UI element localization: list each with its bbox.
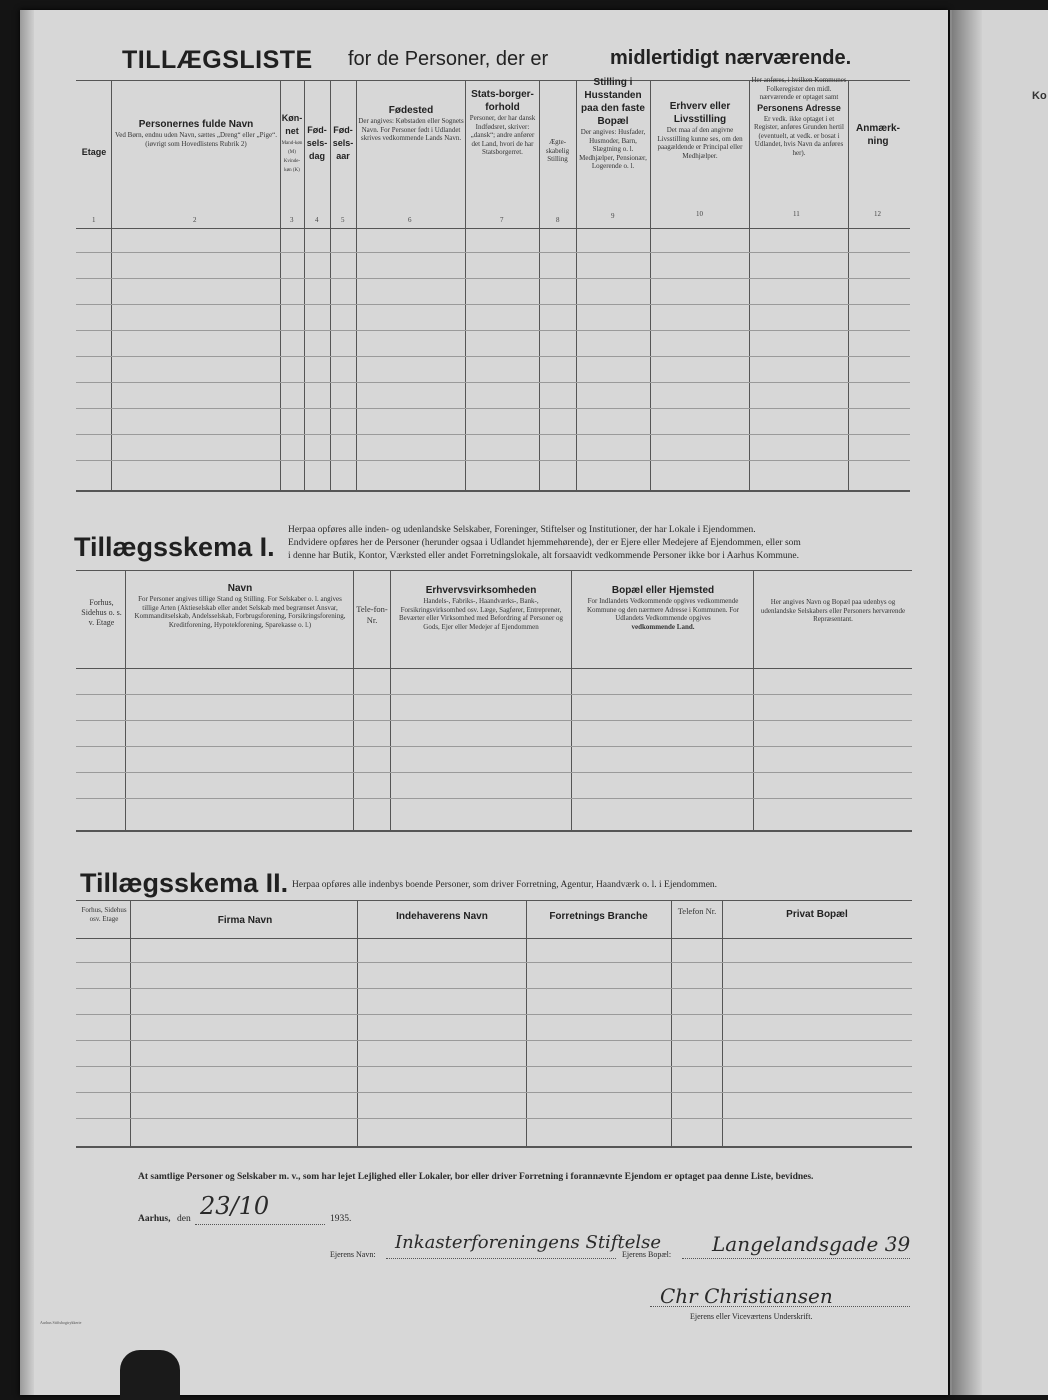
col-num-3: 3 bbox=[290, 216, 294, 224]
col-num-12: 12 bbox=[874, 210, 881, 218]
col-adresse-header: Her anføres, i hvilken Kommunes Folkeregister den midl. nærværende er optaget samt Personens Adresse Er vedk. ikke optaget i et Register, anføres Grunden hertil (eventuelt, at vedk. er bosat i Udlandet, hvis Navn da anføres her). bbox=[751, 76, 847, 157]
binder-clip bbox=[120, 1350, 180, 1400]
skema1-col-erhverv: Erhvervsvirksomheden Handels-, Fabriks-, Haandværks-, Bank-, Forsikringsvirksomhed osv. Læge, Sagfører, Entreprenør, Beværter eller Virksomhed med Befordring af Personer og Gods, Ejer eller Medejer af Ejendommen bbox=[398, 585, 564, 631]
adjacent-page-text: Ko bbox=[1032, 90, 1047, 102]
signature-label: Ejerens eller Viceværtens Underskrift. bbox=[690, 1312, 813, 1321]
skema2-col-branche: Forretnings Branche bbox=[549, 911, 648, 922]
skema2-title: Tillægsskema II. bbox=[80, 868, 289, 898]
skema2-col-bopael: Privat Bopæl bbox=[786, 909, 848, 920]
tillaegsliste-subtitle-bold: midlertidigt nærværende. bbox=[610, 47, 852, 69]
handwritten-date: 23/10 bbox=[200, 1192, 270, 1220]
skema1-col-telefon: Tele-fon-Nr. bbox=[356, 604, 388, 625]
skema2-col-telefon: Telefon Nr. bbox=[677, 906, 717, 916]
skema1-col-repraesentant: Her angives Navn og Bopæl paa udenbys og udenlandske Selskabers eller Personers herværende Repræsentant. bbox=[760, 598, 906, 623]
col-etage-header: Etage bbox=[81, 147, 107, 157]
skema1-intro-1: Herpaa opføres alle inden- og udenlandske Selskaber, Foreninger, Stiftelser og Institutioner, der har Lokale i Ejendommen. bbox=[288, 525, 756, 535]
col-kon-header: Køn-net Mand-køn (M) Kvinde-køn (K) bbox=[281, 113, 303, 173]
col-num-10: 10 bbox=[696, 210, 703, 218]
adjacent-page bbox=[950, 10, 1048, 1395]
handwritten-owner-address: Langelandsgade 39 bbox=[712, 1232, 911, 1256]
col-num-2: 2 bbox=[193, 216, 197, 224]
col-num-9: 9 bbox=[611, 212, 615, 220]
page-binding-edge bbox=[20, 10, 34, 1395]
skema1-col-navn: Navn For Personer angives tillige Stand og Stilling. For Selskaber o. l. angives tillige Arten (Aktieselskab eller andet Selskab med begrænset Ansvar, Kommanditselskab, Andelsselskab, Forbrugsforening, Forsikringsforening, Kreditforening, Hypotekforening, Sparekasse o. l.) bbox=[134, 583, 346, 629]
col-statsborger-header: Stats-borger-forhold Personer, der har dansk Indfødsret, skriver: „dansk“; andre anfører det Land, hvori de har Statsborgerret. bbox=[469, 89, 536, 156]
owner-address-label: Ejerens Bopæl: bbox=[622, 1250, 672, 1259]
skema1-intro-3: i denne har Butik, Kontor, Værksted eller andet Forretningslokale, alt forsaavidt vedkommende Personer ikke bor i Aarhus Kommune. bbox=[288, 551, 800, 561]
col-erhverv-header: Erhverv eller Livsstilling Det maa af den angivne Livsstilling kunne ses, om den paagældende er Principal eller Medhjælper. bbox=[657, 101, 743, 160]
skema2-col-floor: Forhus, Sidehus osv. Etage bbox=[81, 906, 127, 923]
col-fodselsdag-header: Fød-sels-dag bbox=[306, 125, 328, 161]
skema1-intro-2: Endvidere opføres her de Personer (herunder ogsaa i Udlandet hjemmehørende), der er Ejere eller Medejere af Ejendommen, eller som bbox=[288, 538, 801, 548]
col-fodselsaar-header: Fød-sels-aar bbox=[332, 125, 354, 161]
col-num-6: 6 bbox=[408, 216, 412, 224]
col-stilling-header: Stilling i Husstanden paa den faste Bopæl Der angives: Husfader, Husmoder, Barn, Slægtning o. l. Medhjælper, Pensionær, Logerende o. l. bbox=[579, 77, 647, 170]
col-num-7: 7 bbox=[500, 216, 504, 224]
city-label: Aarhus, bbox=[138, 1214, 171, 1224]
col-num-5: 5 bbox=[341, 216, 345, 224]
den-label: den bbox=[177, 1214, 191, 1224]
printer-mark: Aarhus Stiftsbogtrykkerie bbox=[40, 1320, 82, 1325]
col-aegteskab-header: Ægte-skabelig Stilling bbox=[545, 138, 570, 163]
handwritten-signature: Chr Christiansen bbox=[660, 1284, 833, 1308]
declaration-text: At samtlige Personer og Selskaber m. v., som har lejet Lejlighed eller Lokaler, bor eller driver Forretning i forannævnte Ejendom er optaget paa denne Liste, bevidnes. bbox=[138, 1172, 814, 1182]
tillaegsliste-subtitle: for de Personer, der er bbox=[348, 48, 549, 70]
col-fodested-header: Fødested Der angives: Købstaden eller Sognets Navn. For Personer født i Udlandet skrives vedkommende Lands Navn. bbox=[358, 105, 464, 142]
year-label: 1935. bbox=[330, 1214, 352, 1224]
skema1-title: Tillægsskema I. bbox=[74, 532, 275, 562]
skema2-intro: Herpaa opføres alle indenbys boende Personer, som driver Forretning, Agentur, Haandværk o. l. i Ejendommen. bbox=[292, 880, 718, 890]
col-anmaerkning-header: Anmærk-ning bbox=[856, 123, 900, 147]
col-num-1: 1 bbox=[92, 216, 96, 224]
col-num-4: 4 bbox=[315, 216, 319, 224]
col-navn-header: Personernes fulde Navn Ved Børn, endnu uden Navn, sættes „Dreng“ eller „Pige“. (iøvrigt som Hovedlistens Rubrik 2) bbox=[115, 119, 277, 148]
skema1-col-bopael: Bopæl eller Hjemsted For Indlandets Vedkommende opgives vedkommende Kommune og den nærmere Adresse i Kommunen. For Udlandets Vedkommende opgives vedkommende Land. bbox=[586, 585, 740, 631]
skema1-col-floor: Forhus, Sidehus o. s. v. Etage bbox=[81, 598, 122, 627]
tillaegsliste-title: TILLÆGSLISTE bbox=[122, 46, 313, 74]
skema2-col-indehaver: Indehaverens Navn bbox=[396, 911, 488, 922]
handwritten-owner-name: Inkasterforeningens Stiftelse bbox=[395, 1232, 662, 1253]
col-num-11: 11 bbox=[793, 210, 800, 218]
owner-name-label: Ejerens Navn: bbox=[330, 1250, 376, 1259]
census-form-page bbox=[20, 10, 948, 1395]
col-num-8: 8 bbox=[556, 216, 560, 224]
skema2-col-firma: Firma Navn bbox=[217, 915, 273, 926]
